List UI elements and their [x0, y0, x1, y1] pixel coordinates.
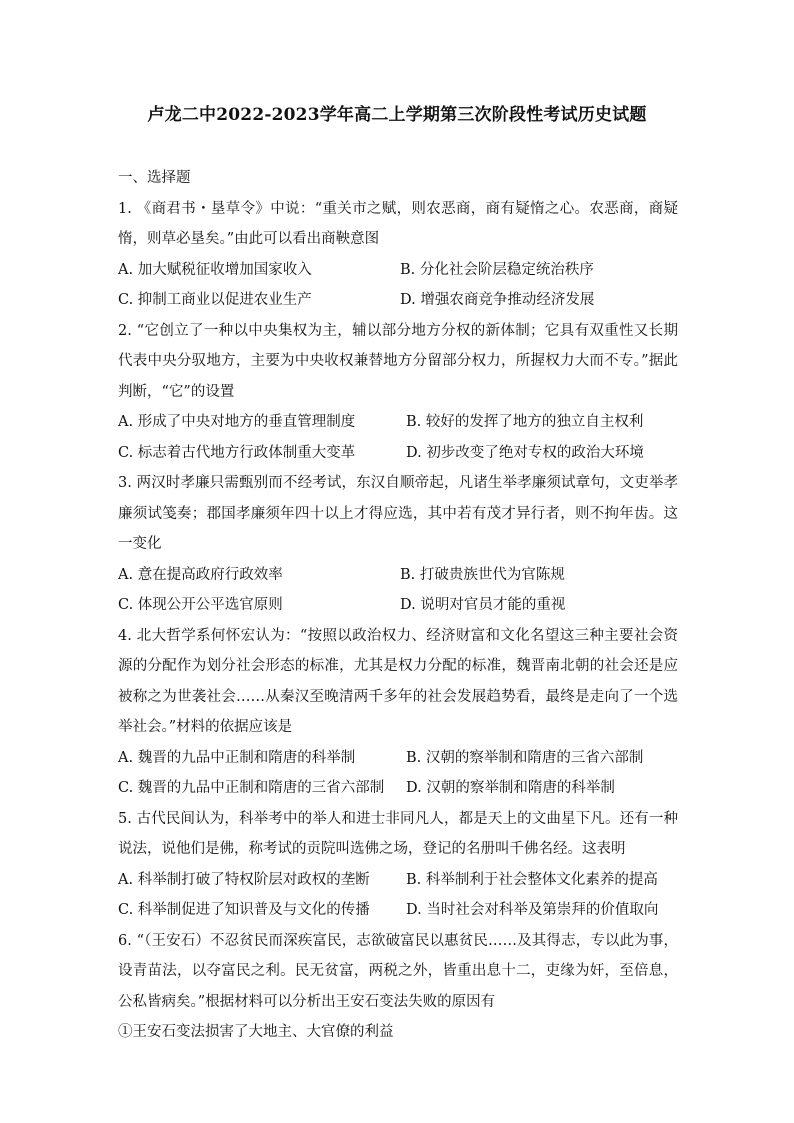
option-d: D. 初步改变了绝对专权的政治大环境	[406, 444, 644, 461]
option-a: A. 形成了中央对地方的垂直管理制度	[118, 414, 356, 430]
question-4-stem: 4. 北大哲学系何怀宏认为：“按照以政治权力、经济财富和文化名望这三种主要社会资源的分配作为划分社会形态的标准，尤其是权力分配的标准，魏晋南北朝的社会还是应被称之为世袭社会……从秦汉至晚清两千多年的社会发展趋势看，最终是走向了一个选举社会。”材料的依据应该是	[118, 627, 678, 735]
question-5-stem: 5. 古代民间认为，科举考中的举人和进士非同凡人，都是天上的文曲星下凡。还有一种说法，说他们是佛，称考试的贡院叫选佛之场，登记的名册叫千佛名经。这表明	[118, 810, 678, 857]
option-d: D. 当时社会对科举及第崇拜的价值取向	[406, 902, 659, 918]
option-d: D. 增强农商竞争推动经济发展	[400, 292, 595, 308]
question-1-stem: 1. 《商君书・垦草令》中说：“重关市之赋，则农恶商，商有疑惰之心。农恶商，商疑惰，则草必垦矣。”由此可以看出商鞅意图	[118, 200, 678, 247]
question-1-options	[118, 255, 678, 316]
option-c: C. 魏晋的九品中正制和隋唐的三省六部制	[118, 780, 385, 796]
question-2-stem: 2. “它创立了一种以中央集权为主，辅以部分地方分权的新体制；它具有双重性又长期代表中央分驭地方，主要为中央收权兼替地方分留部分权力，所握权力大而不专。”据此判断，“它”的设置	[118, 322, 678, 400]
question-6-statement-1: ①王安石变法损害了大地主、大官僚的利益	[118, 1024, 394, 1040]
option-c: C. 抑制工商业以促进农业生产	[118, 292, 312, 308]
section-heading: 一、选择题	[118, 170, 191, 186]
question-5-options	[118, 865, 678, 926]
option-b: B. 较好的发挥了地方的独立自主权利	[406, 414, 644, 430]
option-c: C. 标志着古代地方行政体制重大变革	[118, 444, 356, 461]
page-title: 卢龙二中2022-2023学年高二上学期第三次阶段性考试历史试题	[147, 105, 647, 125]
option-b: B. 分化社会阶层稳定统治秩序	[400, 261, 594, 278]
option-b: B. 汉朝的察举制和隋唐的三省六部制	[406, 749, 644, 766]
question-3-options	[118, 560, 678, 621]
option-c: C. 体现公开公平选官原则	[118, 597, 283, 613]
option-a: A. 意在提高政府行政效率	[118, 566, 283, 583]
option-b: B. 打破贵族世代为官陈规	[400, 566, 565, 583]
question-body	[118, 163, 678, 1048]
option-b: B. 科举制利于社会整体文化素养的提高	[406, 871, 658, 888]
option-a: A. 科举制打破了特权阶层对政权的垄断	[118, 871, 370, 888]
option-d: D. 汉朝的察举制和隋唐的科举制	[406, 780, 615, 796]
question-3-stem: 3. 两汉时孝廉只需甄别而不经考试，东汉自顺帝起，凡诸生举孝廉须试章句，文吏举孝廉须试笺奏；郡国孝廉须年四十以上才得应选，其中若有茂才异行者，则不拘年齿。这一变化	[118, 475, 678, 552]
option-a: A. 加大赋税征收增加国家收入	[118, 261, 312, 278]
option-a: A. 魏晋的九品中正制和隋唐的科举制	[118, 749, 356, 766]
option-d: D. 说明对官员才能的重视	[400, 597, 566, 613]
option-c: C. 科举制促进了知识普及与文化的传播	[118, 902, 370, 918]
question-2-options	[118, 407, 678, 468]
question-4-options	[118, 743, 678, 804]
question-6-stem: 6. “（王安石）不忍贫民而深疾富民，志欲破富民以惠贫民……及其得志，专以此为事，设青苗法，以夺富民之利。民无贫富，两税之外，皆重出息十二，吏缘为奸，至倍息，公私皆病矣。”根据材料可以分析出王安石变法失败的原因有	[118, 932, 678, 1010]
